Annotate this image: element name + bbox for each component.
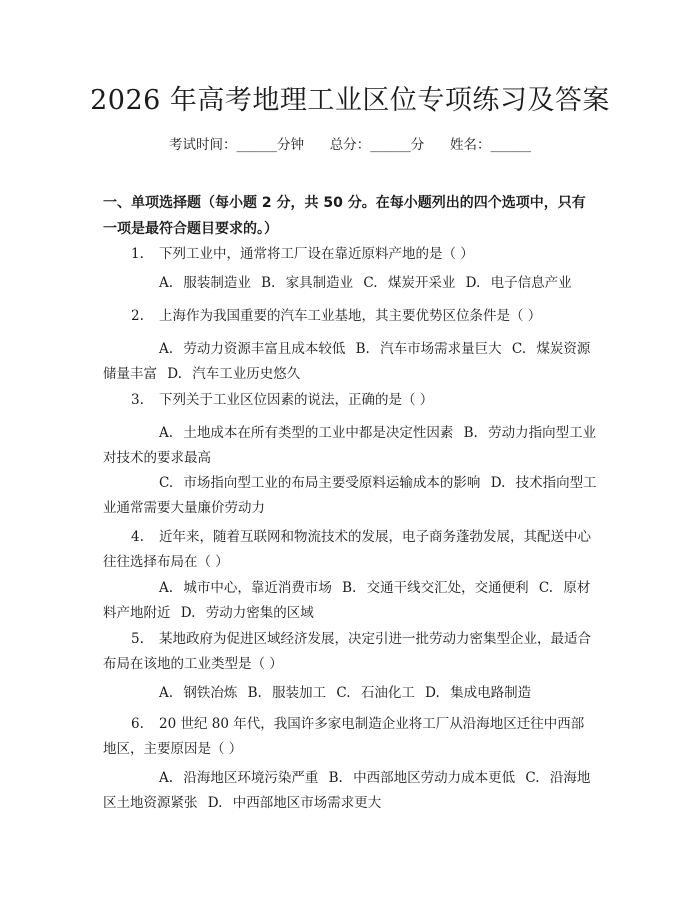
question-number: 6. — [131, 716, 144, 732]
page-title: 2026 年高考地理工业区位专项练习及答案 — [90, 85, 610, 116]
question-number: 2. — [131, 308, 144, 324]
question-number: 1. — [131, 246, 144, 262]
question-5 — [103, 627, 597, 677]
question-6 — [103, 712, 597, 762]
question-3-options-ab: A. 土地成本在所有类型的工业中都是决定性因素 B. 劳动力指向型工业对技术的要求最高 — [103, 425, 597, 466]
question-4 — [103, 525, 597, 575]
question-4-options: A. 城市中心，靠近消费市场 B. 交通干线交汇处，交通便利 C. 原材料产地附近 D. 劳动力密集的区域 — [103, 580, 591, 621]
question-3 — [103, 388, 597, 413]
question-number: 3. — [131, 392, 144, 408]
section-heading-single-choice: 一、单项选择题（每小题 2 分，共 50 分。在每小题列出的四个选项中，只有一项是最符合题目要求的。） — [103, 195, 586, 237]
question-text: 下列工业中，通常将工厂设在靠近原料产地的是（ ） — [159, 246, 474, 262]
question-number: 5. — [131, 631, 144, 647]
question-2-options: A. 劳动力资源丰富且成本较低 B. 汽车市场需求量巨大 C. 煤炭资源储量丰富 D. 汽车工业历史悠久 — [103, 341, 591, 382]
question-5-options: A. 钢铁冶炼 B. 服装加工 C. 石油化工 D. 集成电路制造 — [159, 685, 532, 701]
question-3-options-cd: C. 市场指向型工业的布局主要受原料运输成本的影响 D. 技术指向型工业通常需要大量廉价劳动力 — [103, 475, 597, 516]
question-1-options: A. 服装制造业 B. 家具制造业 C. 煤炭开采业 D. 电子信息产业 — [159, 275, 572, 291]
exam-meta-line: 考试时间：______分钟 总分：______分 姓名：______ — [169, 137, 531, 153]
question-2 — [103, 304, 597, 329]
question-1 — [103, 242, 597, 267]
question-text: 上海作为我国重要的汽车工业基地，其主要优势区位条件是（ ） — [159, 308, 542, 324]
question-6-options: A. 沿海地区环境污染严重 B. 中西部地区劳动力成本更低 C. 沿海地区土地资源紧张 D. 中西部地区市场需求更大 — [103, 770, 591, 811]
question-text: 下列关于工业区位因素的说法，正确的是（ ） — [159, 392, 434, 408]
question-text: 20 世纪 80 年代，我国许多家电制造企业将工厂从沿海地区迁往中西部地区，主要原因是（ ） — [103, 716, 585, 757]
question-text: 近年来，随着互联网和物流技术的发展，电子商务蓬勃发展，其配送中心往往选择布局在（ ） — [103, 529, 591, 570]
question-text: 某地政府为促进区域经济发展，决定引进一批劳动力密集型企业，最适合布局在该地的工业类型是（ ） — [103, 631, 591, 672]
question-number: 4. — [131, 529, 144, 545]
